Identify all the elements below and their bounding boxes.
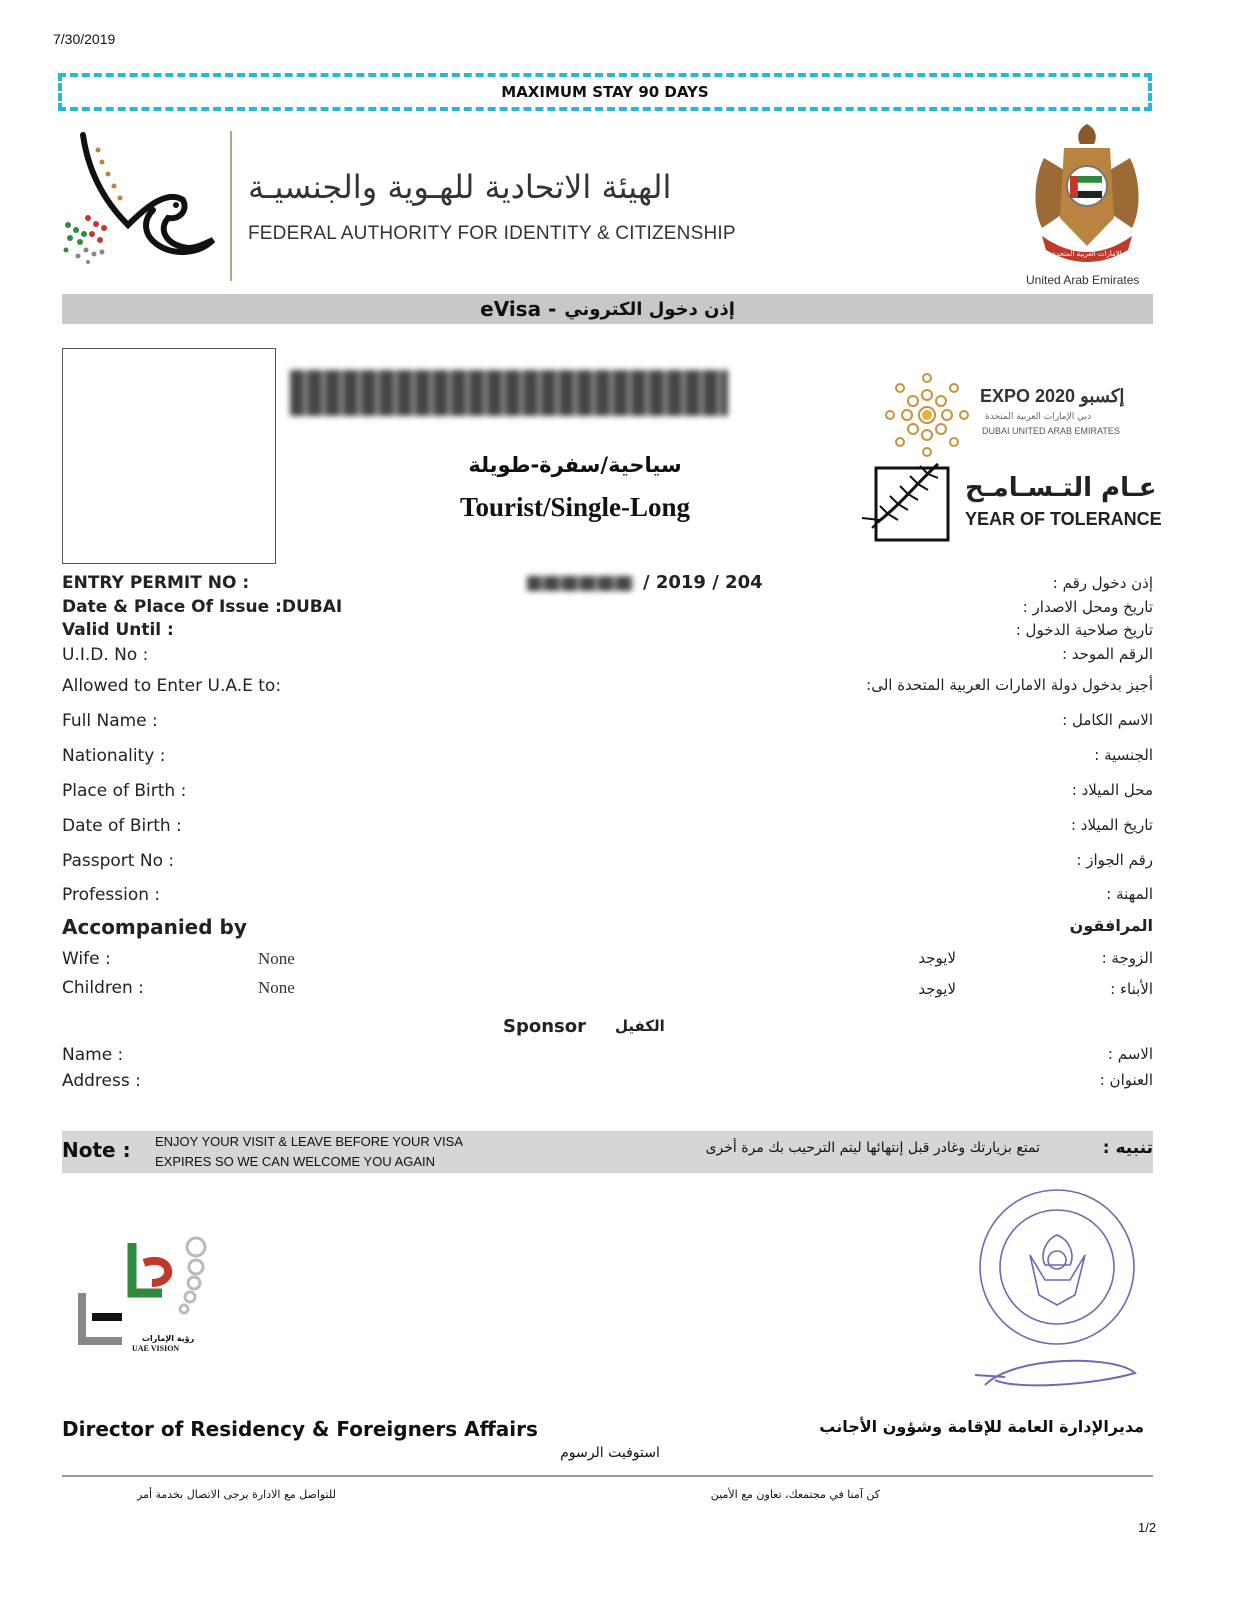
footer-divider [62,1475,1153,1477]
children-value: None [258,978,295,997]
sponsor-name-label: Name : [62,1045,124,1065]
expo-2020-logo-icon [882,370,972,460]
note-label-arabic: تنبيه : [1102,1138,1153,1158]
redacted-permit-number [527,576,633,591]
director-title-english: Director of Residency & Foreigners Affairs [62,1417,538,1441]
max-stay-banner: MAXIMUM STAY 90 DAYS [58,73,1152,111]
entry-permit-label: ENTRY PERMIT NO : [62,573,250,593]
expo-subtitle-english: DUBAI UNITED ARAB EMIRATES [982,426,1120,436]
evisa-title-bar [62,294,1153,324]
place-of-birth-label-arabic: محل الميلاد : [1071,781,1153,799]
expo-title-arabic: إكسبو [1080,386,1125,406]
footer-security-arabic: كن آمنا في مجتمعك، تعاون مع الأمين [710,1488,880,1501]
tolerance-english: YEAR OF TOLERANCE [965,509,1162,529]
note-label: Note : [62,1138,131,1162]
place-of-birth-label: Place of Birth : [62,781,187,801]
valid-until-label: Valid Until : [62,620,174,640]
sponsor-address-label: Address : [62,1071,141,1091]
issue-label: Date & Place Of Issue : [62,597,282,617]
valid-until-label-arabic: تاريخ صلاحية الدخول : [1015,621,1153,639]
print-date: 7/30/2019 [53,31,116,47]
authority-divider [230,131,232,281]
uae-emblem-caption: United Arab Emirates [1026,273,1140,287]
note-text-english [155,1132,463,1172]
sponsor-title: Sponsor [503,1016,586,1037]
expo-subtitle-arabic: دبي الإمارات العربية المتحدة [985,412,1092,422]
uae-vision-logo-icon [72,1233,212,1353]
nationality-label: Nationality : [62,746,166,766]
passport-photo-placeholder [62,348,276,564]
sponsor-name-label-arabic: الاسم : [1107,1045,1153,1063]
date-of-birth-label-arabic: تاريخ الميلاد : [1070,816,1153,834]
uid-label-arabic: الرقم الموحد : [1061,645,1153,663]
full-name-label-arabic: الاسم الكامل : [1062,711,1153,729]
date-of-birth-label: Date of Birth : [62,816,182,836]
sponsor-address-label-arabic: العنوان : [1099,1071,1153,1089]
official-stamp-icon [975,1185,1145,1400]
issue-label-arabic: تاريخ ومحل الاصدار : [1022,598,1153,616]
note-line-2: EXPIRES SO WE CAN WELCOME YOU AGAIN [155,1154,436,1169]
redacted-barcode [290,370,728,416]
permit-number-suffix: / 2019 / 204 [643,572,763,593]
year-of-tolerance-logo-icon [858,462,954,544]
uid-label: U.I.D. No : [62,645,149,665]
allowed-label-arabic: أجيز بدخول دولة الامارات العربية المتحدة الى: [866,676,1153,694]
entry-permit-label-arabic: إذن دخول رقم : [1052,574,1153,592]
expo-title-english: EXPO 2020 [980,386,1076,406]
authority-name-english: FEDERAL AUTHORITY FOR IDENTITY & CITIZENSHIP [248,223,736,244]
wife-value-arabic: لايوجد [918,949,956,967]
fees-paid-arabic: استوفيت الرسوم [560,1445,660,1461]
profession-label-arabic: المهنة : [1106,885,1153,903]
emblem-ribbon-text: الإمارات العربية المتحدة [1052,250,1122,258]
tolerance-arabic: عـام التـسـامـح [965,473,1157,503]
passport-no-label: Passport No : [62,851,175,871]
visa-type-arabic: سياحية/سفرة-طويلة [468,453,682,477]
wife-label-arabic: الزوجة : [1101,949,1153,967]
sponsor-title-arabic: الكفيل [615,1017,665,1035]
children-value-arabic: لايوجد [918,980,956,998]
page-number: 1/2 [1138,1520,1157,1535]
children-label-arabic: الأبناء : [1110,980,1153,998]
falcon-logo-icon [58,130,218,280]
note-line-1: ENJOY YOUR VISIT & LEAVE BEFORE YOUR VISA [155,1134,464,1149]
profession-label: Profession : [62,885,161,905]
allowed-label: Allowed to Enter U.A.E to: [62,676,282,696]
nationality-label-arabic: الجنسية : [1094,746,1153,764]
passport-no-label-arabic: رقم الجواز : [1076,851,1153,869]
footer-contact-arabic: للتواصل مع الادارة يرجى الاتصال بخدمة أمر [137,1488,336,1501]
issue-place: DUBAI [281,597,343,617]
evisa-title-arabic: إذن دخول الكتروني [564,298,735,320]
wife-value: None [258,949,295,968]
children-label: Children : [62,978,144,998]
expo-title [980,386,1124,407]
uae-vision-brand: UAE VISION [132,1344,180,1353]
accompanied-title: Accompanied by [62,915,247,939]
director-title-arabic: مديرالإدارة العامة للإقامة وشؤون الأجانب [819,1417,1144,1436]
visa-type-english: Tourist/Single-Long [459,492,691,522]
evisa-title-english: eVisa - [480,297,557,321]
uae-emblem-icon [1024,118,1150,270]
full-name-label: Full Name : [62,711,158,731]
note-text-arabic: تمتع بزيارتك وغادر قبل إنتهائها ليتم الترحيب بك مرة أخرى [705,1140,1040,1156]
authority-name-arabic: الهيئة الاتحادية للهـوية والجنسيـة [248,168,672,206]
issue-row [62,597,342,617]
uae-vision-brand-arabic: رؤية الإمارات [142,1334,195,1343]
accompanied-title-arabic: المرافقون [1069,916,1153,935]
wife-label: Wife : [62,949,111,969]
